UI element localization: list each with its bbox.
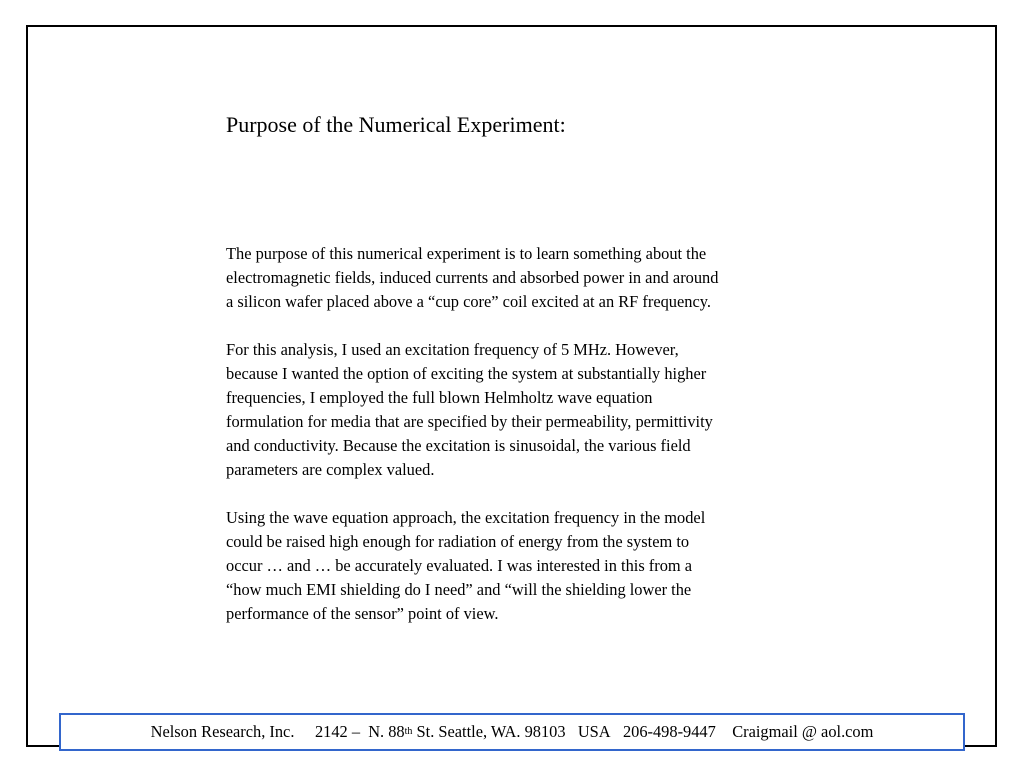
text-line: a silicon wafer placed above a “cup core” coil excited at an RF frequency. (226, 292, 711, 311)
footer-spacer (611, 722, 623, 742)
text-line: because I wanted the option of exciting the system at substantially higher (226, 364, 707, 383)
paragraph-3 (226, 506, 836, 626)
text-line: formulation for media that are specified by their permeability, permittivity (226, 412, 713, 431)
footer-box: Nelson Research, Inc. 2142 – N. 88 th St. Seattle, WA. 98103 USA 206-498-9447 Craigmail @ aol.com (59, 713, 965, 751)
text-line: parameters are complex valued. (226, 460, 435, 479)
paragraph-1 (226, 242, 836, 314)
slide-title: Purpose of the Numerical Experiment: (226, 112, 566, 137)
text-line: performance of the sensor” point of view. (226, 604, 499, 623)
text-line: could be raised high enough for radiation of energy from the system to (226, 532, 690, 551)
text-line: For this analysis, I used an excitation frequency of 5 MHz. However, (226, 340, 679, 359)
footer-company: Nelson Research, Inc. (150, 722, 295, 741)
footer-address-start: 2142 – N. 88 (314, 722, 405, 741)
paragraph-2 (226, 338, 836, 482)
text-line: occur … and … be accurately evaluated. I was interested in this from a (226, 556, 693, 575)
footer-spacer (294, 722, 315, 742)
footer-email: Craigmail @ aol.com (732, 722, 874, 741)
text-line: “how much EMI shielding do I need” and “will the shielding lower the (226, 580, 692, 599)
text-line: electromagnetic fields, induced currents and absorbed power in and around (226, 268, 719, 287)
footer-address-end: St. Seattle, WA. 98103 USA (412, 722, 611, 741)
footer-phone: 206-498-9447 (622, 722, 716, 741)
text-line: The purpose of this numerical experiment is to learn something about the (226, 244, 707, 263)
footer-spacer (716, 722, 732, 742)
text-line: frequencies, I employed the full blown Helmholtz wave equation (226, 388, 653, 407)
text-line: Using the wave equation approach, the excitation frequency in the model (226, 508, 706, 527)
text-line: and conductivity. Because the excitation is sinusoidal, the various field (226, 436, 691, 455)
body-text (226, 242, 836, 650)
